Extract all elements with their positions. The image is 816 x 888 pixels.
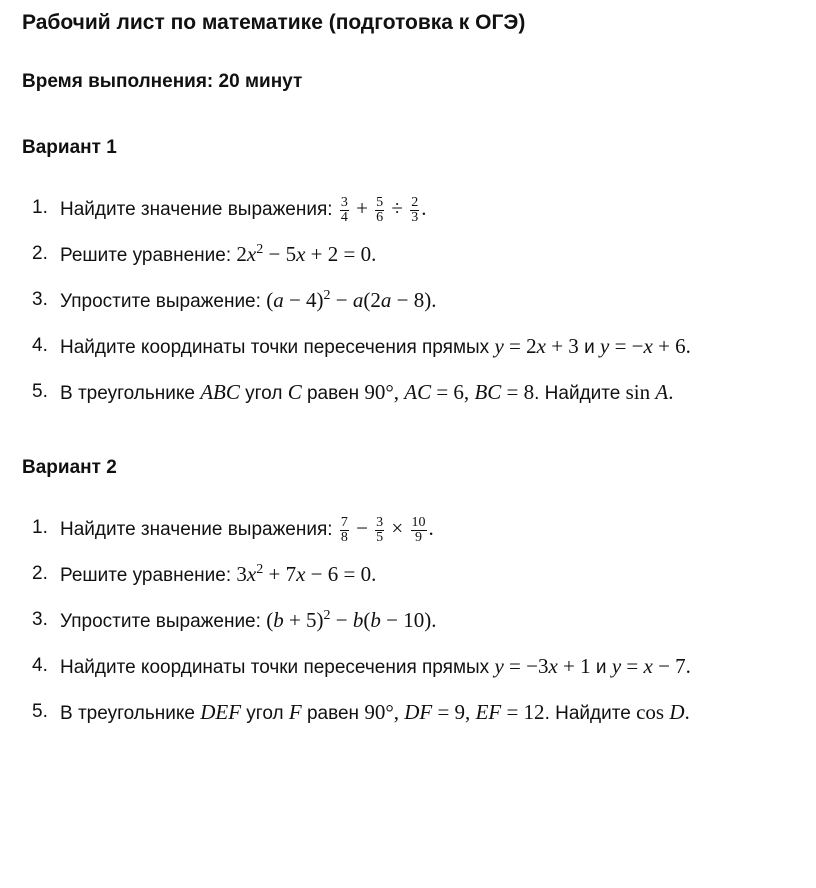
task-item: 3. Упростите выражение: $(a - 4)^2 - a(2a - 8)$. <box>32 288 437 312</box>
task-expression: $(b + 5)^2 - b(b - 10)$. <box>266 608 437 632</box>
task-item: 5. В треугольнике ABC угол C равен 90°, AC = 6, BC = 8. Найдите sin A. <box>32 380 674 404</box>
task-text: Найдите координаты точки пересечения прямых <box>60 657 490 678</box>
task-item: 5. В треугольнике DEF угол F равен 90°, DF = 9, EF = 12. Найдите cos D. <box>32 700 690 724</box>
variant-2-heading: Вариант 2 <box>22 457 117 478</box>
task-text: Упростите выражение: <box>60 611 261 632</box>
task-expression: y = x − 7. <box>611 654 691 678</box>
task-text: Найдите значение выражения: <box>60 519 333 540</box>
task-text: Упростите выражение: <box>60 291 261 312</box>
task-text: Найдите координаты точки пересечения прямых <box>60 337 490 358</box>
task-item: 4. Найдите координаты точки пересечения прямых y = −3x + 1 и y = x − 7. <box>32 654 691 678</box>
task-expression: $\frac{3}{4}$ + $\frac{5}{6}$ ÷ $\frac{2}{3}$ . <box>340 194 427 225</box>
task-item: 4. Найдите координаты точки пересечения прямых y = 2x + 3 и y = −x + 6. <box>32 334 691 358</box>
task-expression: $3x^2 + 7x - 6 = 0$. <box>236 562 377 586</box>
variant-1-tasks <box>22 190 794 412</box>
page-title: Рабочий лист по математике (подготовка к ОГЭ) <box>22 11 526 34</box>
task-expression: $(a - 4)^2 - a(2a - 8)$. <box>266 288 437 312</box>
task-item: 1. Найдите значение выражения: $\frac{7}{8}$ − $\frac{3}{5}$ × $\frac{10}{9}$ . <box>32 514 434 545</box>
task-item: 3. Упростите выражение: $(b + 5)^2 - b(b - 10)$. <box>32 608 437 632</box>
task-text: Решите уравнение: <box>60 565 232 586</box>
task-expression: $2x^2 - 5x + 2 = 0$. <box>236 242 377 266</box>
time-limit: Время выполнения: 20 минут <box>22 71 303 92</box>
task-item: 2. Решите уравнение: $3x^2 + 7x - 6 = 0$. <box>32 562 377 586</box>
task-item: 1. Найдите значение выражения: $\frac{3}{4}$ + $\frac{5}{6}$ ÷ $\frac{2}{3}$ . <box>32 194 427 225</box>
variant-1-heading: Вариант 1 <box>22 137 117 158</box>
task-text: Решите уравнение: <box>60 245 232 266</box>
task-item: 2. Решите уравнение: $2x^2 - 5x + 2 = 0$. <box>32 242 377 266</box>
variant-2-tasks <box>22 510 794 732</box>
task-expression: y = −x + 6. <box>599 334 691 358</box>
task-expression: y = 2x + 3 <box>494 334 579 358</box>
task-text: Найдите значение выражения: <box>60 199 333 220</box>
task-expression: y = −3x + 1 <box>494 654 591 678</box>
task-expression: $\frac{7}{8}$ − $\frac{3}{5}$ × $\frac{10}{9}$ . <box>340 514 434 545</box>
